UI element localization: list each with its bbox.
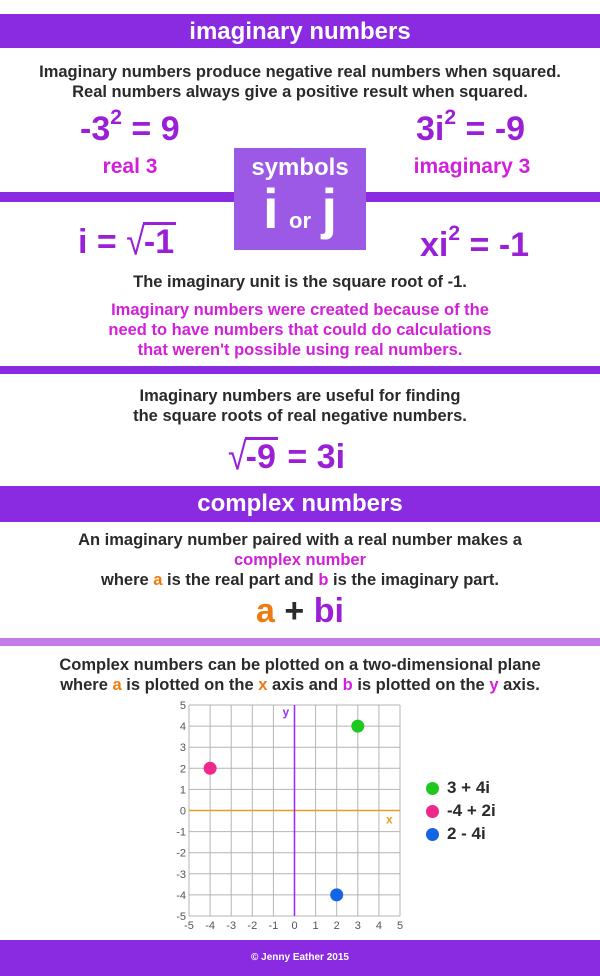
data-point: [330, 888, 343, 901]
y-tick-label: 0: [179, 805, 186, 818]
y-axis-label: y: [282, 705, 290, 719]
symbols-box: [234, 148, 366, 250]
section-title: complex numbers: [197, 490, 403, 517]
imaginary-unit-equation: i = √-1: [78, 220, 175, 264]
y-tick-label: -3: [176, 868, 186, 881]
legend-item: [426, 824, 486, 844]
imaginary-square-equation: $3i^2 = -9$: [416, 106, 526, 148]
symbol-or: or: [289, 208, 311, 233]
data-point: [204, 762, 217, 775]
complex-line-1: An imaginary number paired with a real number makes a: [78, 531, 522, 549]
symbol-j: j: [321, 177, 338, 240]
imaginary-label: imaginary 3: [413, 155, 531, 178]
y-tick-label: -2: [176, 847, 186, 860]
divider-band: [0, 638, 600, 646]
complex-term: complex number: [233, 551, 367, 569]
real-label: real 3: [102, 155, 158, 178]
legend-marker: [426, 828, 439, 841]
page-title: imaginary numbers: [189, 18, 411, 45]
legend-label: 2 - 4i: [447, 824, 486, 843]
y-tick-label: -4: [176, 889, 186, 902]
legend-marker: [426, 805, 439, 818]
y-tick-label: 5: [179, 700, 186, 712]
sqrt-neg-9-equation: √-9 = 3i: [228, 435, 346, 479]
x-tick-label: -4: [205, 920, 215, 932]
intro-line-2: Real numbers always give a positive result when squared.: [72, 83, 528, 101]
y-tick-label: 4: [179, 721, 186, 734]
history-line-1: Imaginary numbers were created because of the: [111, 301, 489, 319]
plot-line-2: where a is plotted on the x axis and b is plotted on the y axis.: [60, 676, 540, 694]
legend-marker: [426, 782, 439, 795]
real-square-equation: $-3^2 = 9$: [80, 106, 180, 148]
data-point: [351, 720, 364, 733]
legend-item: [426, 778, 490, 798]
x-tick-label: 1: [312, 920, 319, 932]
history-line-2: need to have numbers that could do calculations: [108, 321, 492, 339]
x-tick-label: 2: [333, 920, 340, 932]
x-tick-label: -1: [268, 920, 279, 932]
symbol-i: i: [262, 177, 279, 240]
plot-line-1: Complex numbers can be plotted on a two-dimensional plane: [59, 656, 541, 674]
footer-credit: © Jenny Eather 2015: [0, 940, 600, 976]
y-tick-label: -1: [176, 826, 186, 839]
y-tick-label: 1: [179, 784, 186, 797]
legend-label: -4 + 2i: [447, 801, 496, 820]
useful-line-2: the square roots of real negative numbers.: [133, 407, 467, 425]
x-tick-label: 0: [291, 920, 298, 932]
symbols-heading: symbols: [251, 154, 349, 181]
x-tick-label: -3: [226, 920, 237, 932]
intro-line-1: Imaginary numbers produce negative real numbers when squared.: [39, 63, 561, 81]
x-tick-label: 5: [396, 920, 404, 932]
complex-formula: a + bi: [256, 592, 344, 630]
x-tick-label: -2: [247, 920, 258, 932]
y-tick-label: -5: [176, 911, 186, 923]
unit-description: The imaginary unit is the square root of -1.: [133, 273, 467, 291]
useful-line-1: Imaginary numbers are useful for finding: [139, 387, 461, 405]
y-tick-label: 2: [179, 763, 186, 776]
xi-squared-equation: $xi^2 = -1$: [420, 222, 530, 264]
x-tick-label: 3: [354, 920, 361, 932]
divider-band: [0, 366, 600, 374]
history-line-3: that weren't possible using real numbers.: [137, 341, 463, 359]
x-axis-label: x: [386, 812, 393, 827]
legend-item: [426, 801, 496, 821]
x-tick-label: 4: [375, 920, 382, 932]
complex-plane-chart: [0, 698, 600, 938]
complex-line-3: where a is the real part and b is the imaginary part.: [100, 571, 499, 589]
legend-label: 3 + 4i: [447, 778, 491, 797]
x-tick-label: -5: [184, 920, 194, 932]
y-tick-label: 3: [179, 742, 186, 755]
